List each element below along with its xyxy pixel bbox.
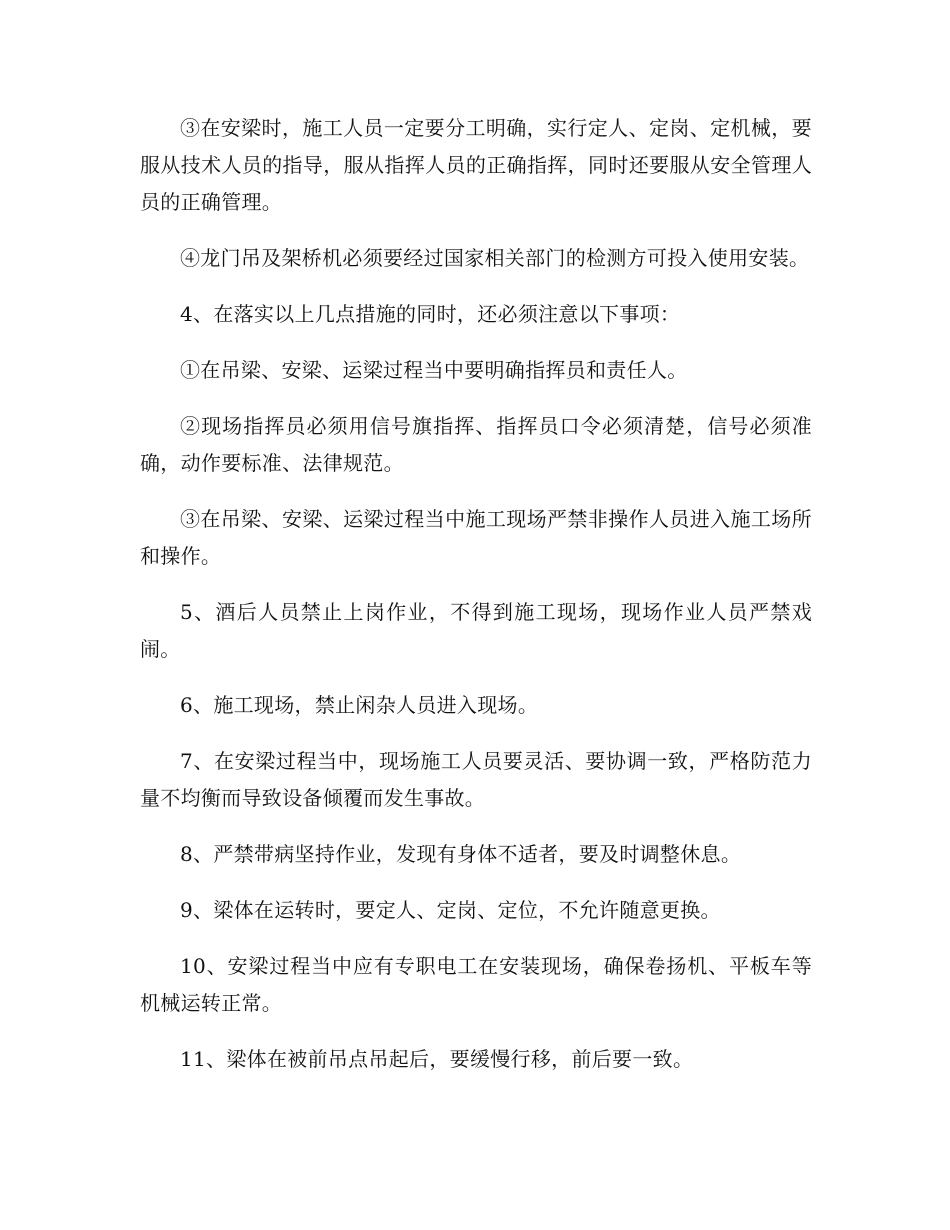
paragraph-section-6: 6、施工现场，禁止闲杂人员进入现场。 <box>180 693 539 717</box>
paragraph-item-3: ③在安梁时，施工人员一定要分工明确，实行定人、定岗、定机械，要服从技术人员的指导，服从指挥人员的正确指挥，同时还要服从安全管理人员的正确管理。 <box>140 116 812 214</box>
paragraph-item-4: ④龙门吊及架桥机必须要经过国家相关部门的检测方可投入使用安装。 <box>180 246 810 270</box>
paragraph-section-4: 4、在落实以上几点措施的同时，还必须注意以下事项： <box>180 302 681 326</box>
paragraph-item-1: ①在吊梁、安梁、运梁过程当中要明确指挥员和责任人。 <box>180 358 688 382</box>
paragraph-section-10: 10、安梁过程当中应有专职电工在安装现场，确保卷扬机、平板车等机械运转正常。 <box>140 954 812 1015</box>
paragraph-section-5: 5、酒后人员禁止上岗作业，不得到施工现场，现场作业人员严禁戏闹。 <box>140 600 812 661</box>
paragraph-section-11: 11、梁体在被前吊点吊起后，要缓慢行移，前后要一致。 <box>180 1047 694 1071</box>
document-page <box>140 110 812 1097</box>
paragraph-section-7: 7、在安梁过程当中，现场施工人员要灵活、要协调一致，严格防范力量不均衡而导致设备倾覆而发生事故。 <box>140 749 812 810</box>
paragraph-section-8: 8、严禁带病坚持作业，发现有身体不适者，要及时调整休息。 <box>180 842 742 866</box>
paragraph-item-3b: ③在吊梁、安梁、运梁过程当中施工现场严禁非操作人员进入施工场所和操作。 <box>140 507 812 568</box>
paragraph-item-2: ②现场指挥员必须用信号旗指挥、指挥员口令必须清楚，信号必须准确，动作要标准、法律规范。 <box>140 414 812 475</box>
paragraph-section-9: 9、梁体在运转时，要定人、定岗、定位，不允许随意更换。 <box>180 898 721 922</box>
